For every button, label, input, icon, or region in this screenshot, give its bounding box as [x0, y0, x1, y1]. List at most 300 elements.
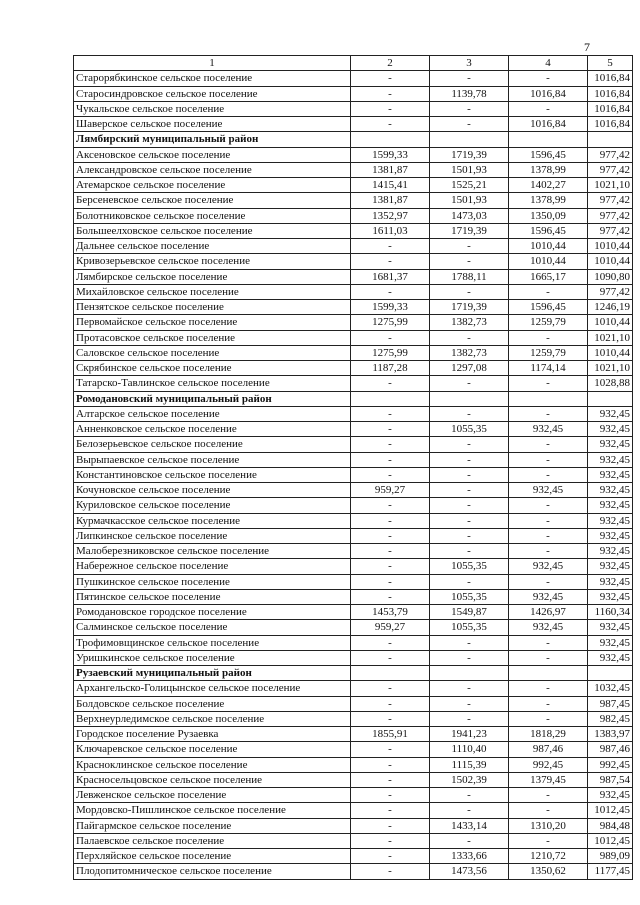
value-col-3: 1719,39: [430, 300, 509, 315]
table-row: [74, 437, 633, 452]
table-row: [74, 345, 633, 360]
settlement-name: Пушкинское сельское поселение: [74, 574, 351, 589]
settlement-name: Болдовское сельское поселение: [74, 696, 351, 711]
empty-cell: [430, 666, 509, 681]
value-col-4: -: [509, 544, 588, 559]
value-col-4: -: [509, 437, 588, 452]
value-col-5: 1016,84: [588, 117, 633, 132]
value-col-3: -: [430, 483, 509, 498]
value-col-3: 1055,35: [430, 422, 509, 437]
value-col-3: 1115,39: [430, 757, 509, 772]
settlement-name: Пайгармское сельское поселение: [74, 818, 351, 833]
table-row: [74, 544, 633, 559]
settlement-name: Плодопитомническое сельское поселение: [74, 864, 351, 879]
value-col-5: 1016,84: [588, 86, 633, 101]
value-col-5: 1010,44: [588, 315, 633, 330]
value-col-5: 932,45: [588, 544, 633, 559]
value-col-4: 1426,97: [509, 605, 588, 620]
settlement-name: Ромодановское городское поселение: [74, 605, 351, 620]
settlement-name: Дальнее сельское поселение: [74, 239, 351, 254]
value-col-2: -: [351, 559, 430, 574]
value-col-3: -: [430, 803, 509, 818]
table-row: [74, 818, 633, 833]
value-col-3: -: [430, 254, 509, 269]
table-row: [74, 452, 633, 467]
value-col-2: -: [351, 864, 430, 879]
value-col-2: -: [351, 528, 430, 543]
value-col-4: 1016,84: [509, 86, 588, 101]
value-col-4: 1016,84: [509, 117, 588, 132]
value-col-5: 1016,84: [588, 71, 633, 86]
value-col-3: 1110,40: [430, 742, 509, 757]
table-row: [74, 315, 633, 330]
column-header-2: 2: [351, 56, 430, 71]
table-row: [74, 117, 633, 132]
settlement-name: Первомайское сельское поселение: [74, 315, 351, 330]
value-col-3: 1788,11: [430, 269, 509, 284]
value-col-5: 932,45: [588, 528, 633, 543]
value-col-2: -: [351, 833, 430, 848]
page-number: 7: [584, 40, 590, 54]
table-row: [74, 284, 633, 299]
settlement-name: Атемарское сельское поселение: [74, 178, 351, 193]
table-row: [74, 162, 633, 177]
value-col-2: 1381,87: [351, 162, 430, 177]
table-row: [74, 528, 633, 543]
table-row: [74, 849, 633, 864]
table-row: [74, 193, 633, 208]
value-col-3: -: [430, 513, 509, 528]
settlement-name: Старосиндровское сельское поселение: [74, 86, 351, 101]
settlement-name: Татарско-Тавлинское сельское поселение: [74, 376, 351, 391]
value-col-5: 932,45: [588, 452, 633, 467]
value-col-4: 1259,79: [509, 315, 588, 330]
value-col-3: -: [430, 467, 509, 482]
column-header-3: 3: [430, 56, 509, 71]
value-col-2: -: [351, 513, 430, 528]
empty-cell: [588, 132, 633, 147]
table-row: [74, 254, 633, 269]
value-col-5: 1090,80: [588, 269, 633, 284]
value-col-3: 1433,14: [430, 818, 509, 833]
settlement-name: Перхляйское сельское поселение: [74, 849, 351, 864]
empty-cell: [509, 132, 588, 147]
value-col-2: 959,27: [351, 620, 430, 635]
value-col-3: 1719,39: [430, 147, 509, 162]
value-col-4: 1350,62: [509, 864, 588, 879]
district-name: Лямбирский муниципальный район: [74, 132, 351, 147]
value-col-4: -: [509, 376, 588, 391]
value-col-4: -: [509, 711, 588, 726]
value-col-3: 1941,23: [430, 727, 509, 742]
value-col-4: 932,45: [509, 559, 588, 574]
table-row: [74, 147, 633, 162]
value-col-2: 1275,99: [351, 345, 430, 360]
value-col-4: 1378,99: [509, 162, 588, 177]
empty-cell: [351, 132, 430, 147]
value-col-2: -: [351, 589, 430, 604]
value-col-4: 1596,45: [509, 300, 588, 315]
value-col-5: 932,45: [588, 498, 633, 513]
empty-cell: [509, 391, 588, 406]
value-col-5: 1021,10: [588, 361, 633, 376]
settlement-name: Городское поселение Рузаевка: [74, 727, 351, 742]
value-col-2: -: [351, 696, 430, 711]
value-col-2: -: [351, 422, 430, 437]
value-col-3: -: [430, 650, 509, 665]
value-col-3: -: [430, 330, 509, 345]
value-col-2: 1855,91: [351, 727, 430, 742]
value-col-2: -: [351, 452, 430, 467]
table-row: [74, 300, 633, 315]
table-row: [74, 498, 633, 513]
empty-cell: [351, 666, 430, 681]
value-col-5: 932,45: [588, 589, 633, 604]
table-row: [74, 574, 633, 589]
value-col-3: -: [430, 696, 509, 711]
value-col-3: 1382,73: [430, 315, 509, 330]
settlement-name: Палаевское сельское поселение: [74, 833, 351, 848]
settlement-name: Александровское сельское поселение: [74, 162, 351, 177]
settlement-name: Вырыпаевское сельское поселение: [74, 452, 351, 467]
district-name: Ромодановский муниципальный район: [74, 391, 351, 406]
settlement-name: Трофимовщинское сельское поселение: [74, 635, 351, 650]
value-col-3: 1473,56: [430, 864, 509, 879]
table-row: [74, 376, 633, 391]
settlement-name: Красносельцовское сельское поселение: [74, 772, 351, 787]
table-row: [74, 757, 633, 772]
settlement-name: Пензятское сельское поселение: [74, 300, 351, 315]
settlement-name: Пятинское сельское поселение: [74, 589, 351, 604]
value-col-2: -: [351, 803, 430, 818]
value-col-5: 1383,97: [588, 727, 633, 742]
value-col-4: 1174,14: [509, 361, 588, 376]
table-row: [74, 620, 633, 635]
value-col-4: -: [509, 650, 588, 665]
settlement-name: Саловское сельское поселение: [74, 345, 351, 360]
value-col-5: 932,45: [588, 788, 633, 803]
value-col-2: 1599,33: [351, 147, 430, 162]
table-row: [74, 696, 633, 711]
table-row: [74, 864, 633, 879]
value-col-3: -: [430, 101, 509, 116]
value-col-4: 1310,20: [509, 818, 588, 833]
value-col-3: -: [430, 239, 509, 254]
tariff-table: [73, 55, 633, 880]
settlement-name: Ключаревское сельское поселение: [74, 742, 351, 757]
value-col-2: -: [351, 467, 430, 482]
settlement-name: Левженское сельское поселение: [74, 788, 351, 803]
value-col-4: -: [509, 71, 588, 86]
value-col-3: -: [430, 406, 509, 421]
value-col-4: -: [509, 528, 588, 543]
settlement-name: Анненковское сельское поселение: [74, 422, 351, 437]
value-col-5: 1160,34: [588, 605, 633, 620]
value-col-3: -: [430, 528, 509, 543]
value-col-4: 1596,45: [509, 147, 588, 162]
value-col-4: 932,45: [509, 422, 588, 437]
value-col-3: 1502,39: [430, 772, 509, 787]
empty-cell: [509, 666, 588, 681]
settlement-name: Лямбирское сельское поселение: [74, 269, 351, 284]
value-col-5: 1021,10: [588, 178, 633, 193]
value-col-4: 932,45: [509, 589, 588, 604]
value-col-2: -: [351, 117, 430, 132]
column-header-row: [74, 56, 633, 71]
value-col-2: -: [351, 330, 430, 345]
value-col-4: 1350,09: [509, 208, 588, 223]
value-col-2: 1187,28: [351, 361, 430, 376]
table-row: [74, 101, 633, 116]
value-col-5: 1012,45: [588, 833, 633, 848]
value-col-4: -: [509, 696, 588, 711]
value-col-4: -: [509, 101, 588, 116]
table-row: [74, 239, 633, 254]
value-col-3: -: [430, 574, 509, 589]
value-col-5: 992,45: [588, 757, 633, 772]
table-row: [74, 223, 633, 238]
value-col-5: 989,09: [588, 849, 633, 864]
table-row: [74, 269, 633, 284]
value-col-4: 932,45: [509, 483, 588, 498]
settlement-name: Куриловское сельское поселение: [74, 498, 351, 513]
settlement-name: Шаверское сельское поселение: [74, 117, 351, 132]
settlement-name: Набережное сельское поселение: [74, 559, 351, 574]
table-row: [74, 772, 633, 787]
value-col-4: 1210,72: [509, 849, 588, 864]
value-col-3: 1719,39: [430, 223, 509, 238]
value-col-5: 977,42: [588, 223, 633, 238]
table-row: [74, 467, 633, 482]
value-col-2: 1381,87: [351, 193, 430, 208]
value-col-4: -: [509, 406, 588, 421]
value-col-4: 1665,17: [509, 269, 588, 284]
value-col-2: -: [351, 574, 430, 589]
value-col-3: -: [430, 71, 509, 86]
value-col-3: 1549,87: [430, 605, 509, 620]
value-col-5: 1010,44: [588, 239, 633, 254]
value-col-5: 1021,10: [588, 330, 633, 345]
value-col-2: -: [351, 849, 430, 864]
value-col-5: 1028,88: [588, 376, 633, 391]
value-col-2: -: [351, 86, 430, 101]
settlement-name: Константиновское сельское поселение: [74, 467, 351, 482]
value-col-5: 1177,45: [588, 864, 633, 879]
value-col-5: 977,42: [588, 208, 633, 223]
value-col-2: -: [351, 544, 430, 559]
value-col-5: 932,45: [588, 422, 633, 437]
value-col-2: -: [351, 757, 430, 772]
district-row: [74, 132, 633, 147]
table-row: [74, 589, 633, 604]
value-col-3: 1382,73: [430, 345, 509, 360]
value-col-4: 1596,45: [509, 223, 588, 238]
settlement-name: Уришкинское сельское поселение: [74, 650, 351, 665]
value-col-2: 1611,03: [351, 223, 430, 238]
district-name: Рузаевский муниципальный район: [74, 666, 351, 681]
value-col-5: 932,45: [588, 437, 633, 452]
settlement-name: Кочуновское сельское поселение: [74, 483, 351, 498]
value-col-4: -: [509, 452, 588, 467]
value-col-5: 932,45: [588, 467, 633, 482]
value-col-2: 1352,97: [351, 208, 430, 223]
empty-cell: [588, 666, 633, 681]
value-col-4: 1010,44: [509, 239, 588, 254]
value-col-4: -: [509, 513, 588, 528]
table-row: [74, 513, 633, 528]
value-col-2: -: [351, 772, 430, 787]
value-col-3: -: [430, 284, 509, 299]
value-col-3: -: [430, 681, 509, 696]
column-header-1: 1: [74, 56, 351, 71]
value-col-4: -: [509, 498, 588, 513]
value-col-3: -: [430, 437, 509, 452]
settlement-name: Берсеневское сельское поселение: [74, 193, 351, 208]
settlement-name: Мордовско-Пишлинское сельское поселение: [74, 803, 351, 818]
settlement-name: Малоберезниковское сельское поселение: [74, 544, 351, 559]
value-col-5: 987,45: [588, 696, 633, 711]
settlement-name: Старорябкинское сельское поселение: [74, 71, 351, 86]
settlement-name: Протасовское сельское поселение: [74, 330, 351, 345]
value-col-3: 1055,35: [430, 620, 509, 635]
settlement-name: Болотниковское сельское поселение: [74, 208, 351, 223]
empty-cell: [351, 391, 430, 406]
value-col-4: -: [509, 635, 588, 650]
value-col-5: 987,46: [588, 742, 633, 757]
value-col-2: -: [351, 71, 430, 86]
settlement-name: Большеелховское сельское поселение: [74, 223, 351, 238]
value-col-4: -: [509, 803, 588, 818]
table-row: [74, 833, 633, 848]
value-col-5: 977,42: [588, 147, 633, 162]
value-col-3: -: [430, 833, 509, 848]
value-col-2: -: [351, 437, 430, 452]
table-body: [74, 56, 633, 880]
value-col-4: 1379,45: [509, 772, 588, 787]
table-row: [74, 71, 633, 86]
value-col-4: 1010,44: [509, 254, 588, 269]
value-col-2: -: [351, 101, 430, 116]
table-row: [74, 803, 633, 818]
value-col-2: -: [351, 818, 430, 833]
value-col-3: -: [430, 711, 509, 726]
settlement-name: Чукальское сельское поселение: [74, 101, 351, 116]
district-row: [74, 391, 633, 406]
settlement-name: Липкинское сельское поселение: [74, 528, 351, 543]
table-row: [74, 559, 633, 574]
value-col-5: 1010,44: [588, 345, 633, 360]
value-col-5: 932,45: [588, 513, 633, 528]
table-row: [74, 361, 633, 376]
table-row: [74, 650, 633, 665]
settlement-name: Верхнеурледимское сельское поселение: [74, 711, 351, 726]
value-col-2: -: [351, 711, 430, 726]
table-row: [74, 711, 633, 726]
value-col-5: 977,42: [588, 193, 633, 208]
value-col-4: 987,46: [509, 742, 588, 757]
value-col-5: 932,45: [588, 574, 633, 589]
value-col-2: 1415,41: [351, 178, 430, 193]
empty-cell: [588, 391, 633, 406]
table-row: [74, 208, 633, 223]
value-col-4: 992,45: [509, 757, 588, 772]
value-col-5: 987,54: [588, 772, 633, 787]
value-col-2: 1453,79: [351, 605, 430, 620]
table-row: [74, 406, 633, 421]
value-col-2: -: [351, 681, 430, 696]
value-col-3: -: [430, 498, 509, 513]
value-col-3: -: [430, 788, 509, 803]
value-col-2: -: [351, 406, 430, 421]
table-row: [74, 483, 633, 498]
table-row: [74, 422, 633, 437]
value-col-2: -: [351, 254, 430, 269]
value-col-4: -: [509, 467, 588, 482]
value-col-5: 984,48: [588, 818, 633, 833]
value-col-3: 1501,93: [430, 162, 509, 177]
value-col-3: 1139,78: [430, 86, 509, 101]
settlement-name: Курмачкасское сельское поселение: [74, 513, 351, 528]
table-row: [74, 727, 633, 742]
value-col-5: 932,45: [588, 406, 633, 421]
value-col-4: -: [509, 284, 588, 299]
value-col-2: -: [351, 284, 430, 299]
value-col-3: 1297,08: [430, 361, 509, 376]
settlement-name: Архангельско-Голицынское сельское поселение: [74, 681, 351, 696]
value-col-3: 1501,93: [430, 193, 509, 208]
value-col-2: 1681,37: [351, 269, 430, 284]
value-col-4: 1402,27: [509, 178, 588, 193]
value-col-5: 932,45: [588, 650, 633, 665]
value-col-2: 1599,33: [351, 300, 430, 315]
value-col-5: 932,45: [588, 483, 633, 498]
settlement-name: Михайловское сельское поселение: [74, 284, 351, 299]
value-col-2: -: [351, 376, 430, 391]
settlement-name: Алтарское сельское поселение: [74, 406, 351, 421]
value-col-3: -: [430, 452, 509, 467]
table-row: [74, 86, 633, 101]
value-col-3: -: [430, 376, 509, 391]
value-col-5: 1012,45: [588, 803, 633, 818]
district-row: [74, 666, 633, 681]
settlement-name: Белозерьевское сельское поселение: [74, 437, 351, 452]
value-col-4: -: [509, 330, 588, 345]
value-col-4: -: [509, 788, 588, 803]
value-col-5: 932,45: [588, 620, 633, 635]
value-col-5: 982,45: [588, 711, 633, 726]
value-col-5: 1010,44: [588, 254, 633, 269]
value-col-2: -: [351, 498, 430, 513]
settlement-name: Красноклинское сельское поселение: [74, 757, 351, 772]
value-col-5: 977,42: [588, 162, 633, 177]
value-col-4: 932,45: [509, 620, 588, 635]
table-row: [74, 635, 633, 650]
value-col-4: -: [509, 574, 588, 589]
table-row: [74, 742, 633, 757]
value-col-2: -: [351, 788, 430, 803]
table-row: [74, 330, 633, 345]
settlement-name: Аксеновское сельское поселение: [74, 147, 351, 162]
value-col-5: 977,42: [588, 284, 633, 299]
table-row: [74, 178, 633, 193]
value-col-2: -: [351, 635, 430, 650]
value-col-2: -: [351, 742, 430, 757]
value-col-4: -: [509, 681, 588, 696]
value-col-3: 1333,66: [430, 849, 509, 864]
value-col-3: -: [430, 544, 509, 559]
value-col-3: 1525,21: [430, 178, 509, 193]
value-col-3: 1055,35: [430, 559, 509, 574]
